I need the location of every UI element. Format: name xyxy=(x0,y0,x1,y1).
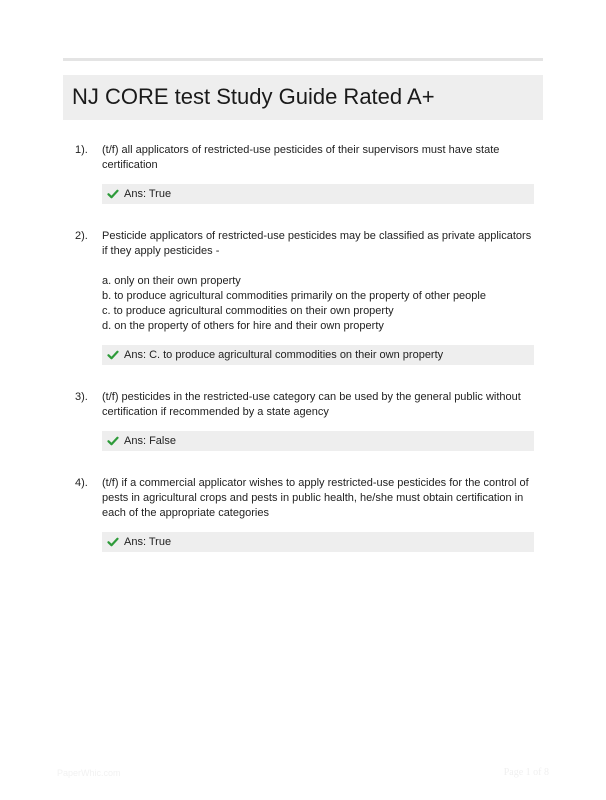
page-indicator: Page 1 of 8 xyxy=(503,767,549,778)
answer-box xyxy=(102,184,534,204)
answer-text: Ans: True xyxy=(124,187,172,200)
question-body xyxy=(102,229,536,365)
question-number: 1). xyxy=(75,144,88,156)
option-a: a. only on their own property xyxy=(102,275,241,287)
title-banner xyxy=(63,75,543,120)
question-number: 2). xyxy=(75,230,88,242)
option-b: b. to produce agricultural commodities primarily on the property of other people xyxy=(102,290,486,302)
question-text: (t/f) if a commercial applicator wishes to apply restricted-use pesticides for the control of pests in agricultural crops and pests in public health, he/she must obtain certification in each of the appropriate categories xyxy=(102,477,529,519)
question-text: (t/f) pesticides in the restricted-use category can be used by the general public without certification if recommended by a state agency xyxy=(102,391,521,418)
checkmark-icon xyxy=(107,349,119,361)
answer-box xyxy=(102,431,534,451)
answer-box xyxy=(102,345,534,365)
answer-text: Ans: False xyxy=(124,434,176,447)
answer-box xyxy=(102,532,534,552)
option-list xyxy=(102,274,536,334)
answer-text: Ans: True xyxy=(124,535,172,548)
watermark-text: PaperWhic.com xyxy=(57,768,121,778)
checkmark-icon xyxy=(107,188,119,200)
question-item xyxy=(75,143,543,204)
checkmark-icon xyxy=(107,435,119,447)
question-body xyxy=(102,476,536,552)
question-number: 3). xyxy=(75,391,88,403)
answer-text: Ans: C. to produce agricultural commodities on their own property xyxy=(124,348,444,361)
question-item xyxy=(75,229,543,365)
question-number: 4). xyxy=(75,477,88,489)
option-d: d. on the property of others for hire and their own property xyxy=(102,320,384,332)
question-body xyxy=(102,143,536,204)
document-title: NJ CORE test Study Guide Rated A+ xyxy=(72,84,435,109)
question-list xyxy=(75,143,543,577)
question-text: (t/f) all applicators of restricted-use pesticides of their supervisors must have state certification xyxy=(102,144,500,171)
question-body xyxy=(102,390,536,451)
question-item xyxy=(75,390,543,451)
option-c: c. to produce agricultural commodities on their own property xyxy=(102,305,394,317)
question-text: Pesticide applicators of restricted-use pesticides may be classified as private applicators if they apply pesticides - xyxy=(102,230,532,257)
question-item xyxy=(75,476,543,552)
checkmark-icon xyxy=(107,536,119,548)
header-divider xyxy=(63,58,543,61)
